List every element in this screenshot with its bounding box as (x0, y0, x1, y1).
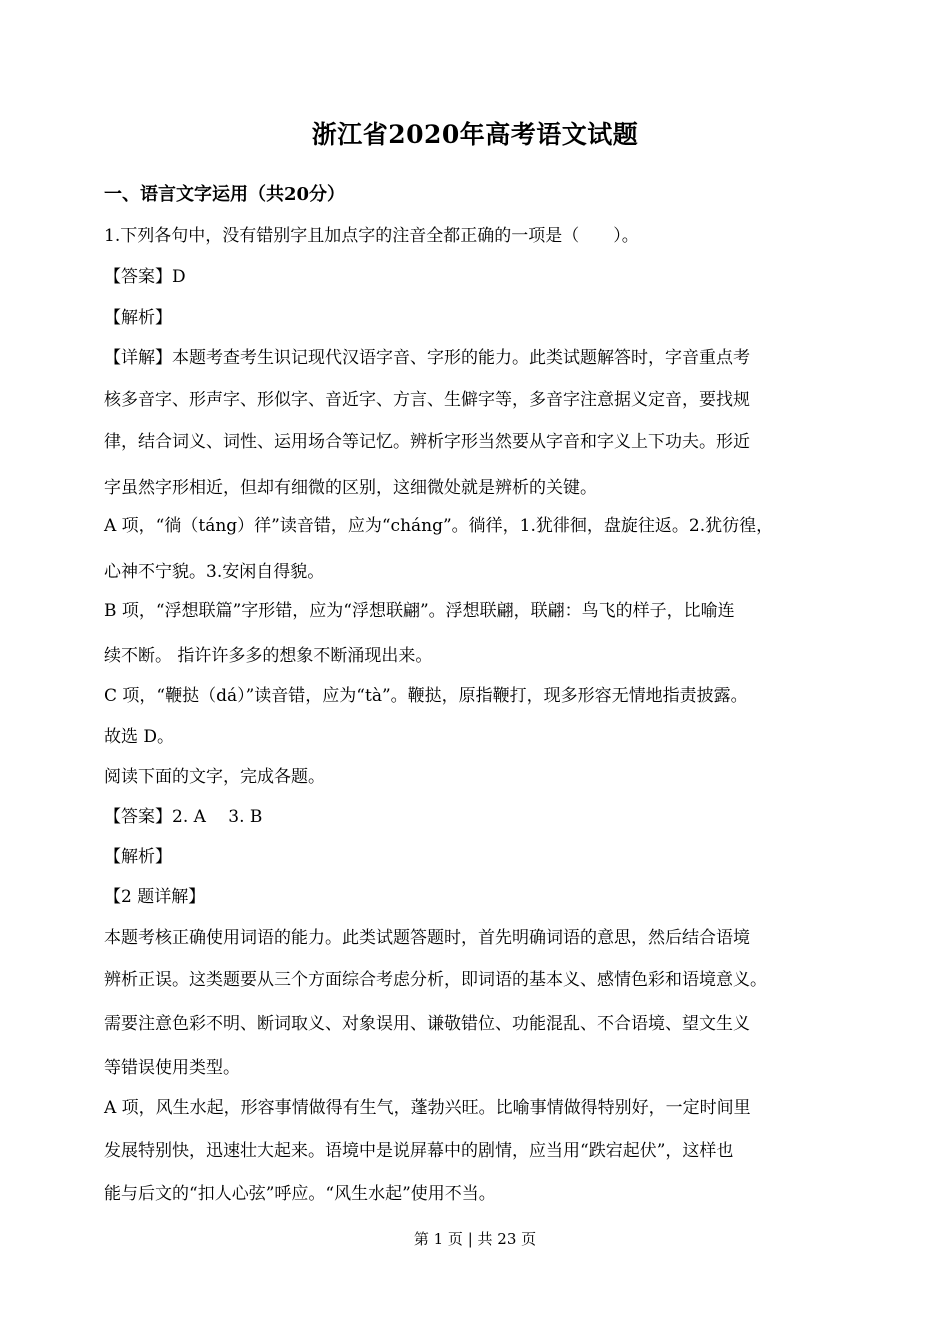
text-line: 【答案】D (104, 267, 186, 287)
text-line: 字虽然字形相近，但却有细微的区别，这细微处就是辨析的关键。 (104, 478, 597, 498)
text-line: 发展特别快，迅速壮大起来。语境中是说屏幕中的剧情，应当用“跌宕起伏”，这样也 (104, 1141, 734, 1161)
section-heading: 一、语言文字运用（共20分） (104, 184, 346, 205)
text-line: 能与后文的“扣人心弦”呼应。“风生水起”使用不当。 (104, 1184, 496, 1204)
text-line: 续不断。 指许许多多的想象不断涌现出来。 (104, 646, 433, 666)
text-line: 【解析】 (104, 308, 172, 328)
text-line: 【答案】2. A 3. B (104, 807, 263, 827)
text-line: 阅读下面的文字，完成各题。 (104, 767, 325, 787)
text-line: B 项，“浮想联篇”字形错，应为“浮想联翩”。浮想联翩，联翩：鸟飞的样子，比喻连 (104, 601, 735, 621)
text-line: A 项，“徜（táng）徉”读音错，应为“cháng”。徜徉，1.犹徘徊，盘旋往返。2.犹彷徨， (104, 516, 774, 536)
document-title: 浙江省2020年高考语文试题 (311, 120, 639, 149)
page-footer: 第 1 页 | 共 23 页 (413, 1230, 537, 1248)
text-line: A 项，风生水起，形容事情做得有生气，蓬勃兴旺。比喻事情做得特别好，一定时间里 (104, 1098, 751, 1118)
text-line: 本题考核正确使用词语的能力。此类试题答题时，首先明确词语的意思，然后结合语境 (104, 928, 750, 948)
text-line: C 项，“鞭挞（dá）”读音错，应为“tà”。鞭挞，原指鞭打，现多形容无情地指责披露。 (104, 686, 748, 706)
text-line: 律，结合词义、词性、运用场合等记忆。辨析字形当然要从字音和字义上下功夫。形近 (104, 432, 750, 452)
text-line: 1.下列各句中，没有错别字且加点字的注音全都正确的一项是（ ）。 (104, 226, 639, 246)
text-line: 【2 题详解】 (104, 887, 206, 907)
text-line: 需要注意色彩不明、断词取义、对象误用、谦敬错位、功能混乱、不合语境、望文生义 (104, 1014, 750, 1034)
text-line: 辨析正误。这类题要从三个方面综合考虑分析，即词语的基本义、感情色彩和语境意义。 (104, 970, 767, 990)
text-line: 等错误使用类型。 (104, 1058, 240, 1078)
text-line: 【详解】本题考查考生识记现代汉语字音、字形的能力。此类试题解答时，字音重点考 (104, 348, 750, 368)
text-line: 心神不宁貌。3.安闲自得貌。 (104, 562, 325, 582)
text-line: 故选 D。 (104, 727, 175, 747)
text-line: 核多音字、形声字、形似字、音近字、方言、生僻字等，多音字注意据义定音，要找规 (104, 390, 750, 410)
text-line: 【解析】 (104, 847, 172, 867)
